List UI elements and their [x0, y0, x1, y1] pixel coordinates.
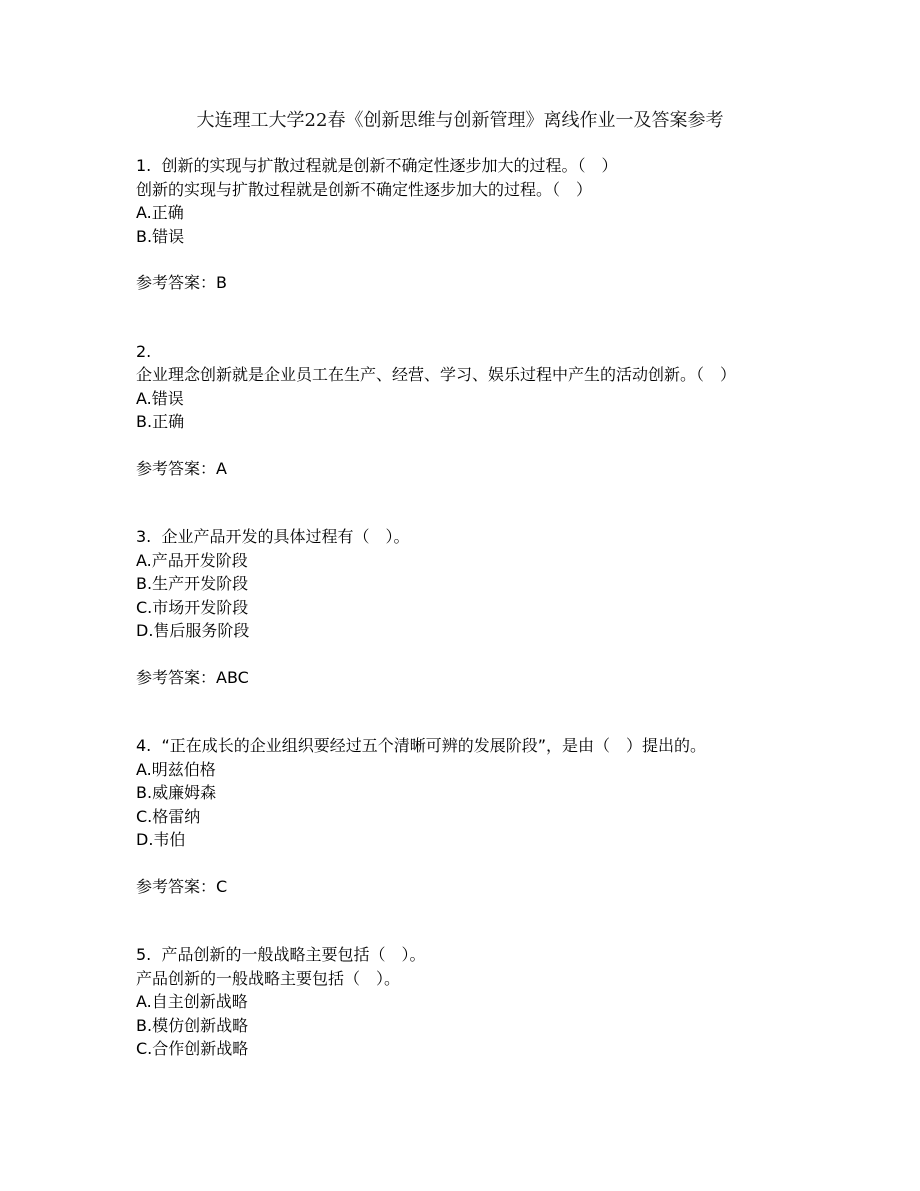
- option-a: A.错误: [136, 388, 184, 408]
- option-b: B.模仿创新战略: [136, 1015, 249, 1035]
- spacer: [136, 434, 796, 457]
- spacer: [136, 898, 796, 943]
- answer-value: B: [216, 273, 227, 292]
- question-4: [136, 734, 796, 898]
- question-text: 企业产品开发的具体过程有（ ）。: [161, 527, 410, 546]
- answer-value: A: [216, 458, 227, 478]
- option-c: C.市场开发阶段: [136, 597, 249, 617]
- question-stem: [136, 340, 796, 364]
- answer-value: ABC: [216, 667, 249, 687]
- option-a: A.正确: [136, 203, 184, 222]
- reference-answer: [136, 666, 796, 690]
- question-2: [136, 340, 796, 481]
- question-stem-repeat: 产品创新的一般战略主要包括（ ）。: [136, 968, 401, 988]
- answer-label: 参考答案：: [136, 876, 217, 896]
- question-text: 创新的实现与扩散过程就是创新不确定性逐步加大的过程。（ ）: [161, 156, 618, 175]
- option-a: A.明兹伯格: [136, 759, 216, 779]
- spacer: [136, 689, 796, 734]
- spacer: [136, 480, 796, 525]
- option-b: B.正确: [136, 412, 185, 431]
- spacer: [136, 852, 796, 875]
- option-b: B.错误: [136, 226, 185, 246]
- reference-answer: [136, 875, 796, 899]
- document-title: 大连理工大学22春《创新思维与创新管理》离线作业一及答案参考: [196, 110, 724, 131]
- spacer: [136, 643, 796, 666]
- question-text: 产品创新的一般战略主要包括（ ）。: [161, 945, 426, 964]
- question-stem: [136, 734, 796, 758]
- option-c: C.合作创新战略: [136, 1039, 249, 1058]
- question-text: “正在成长的企业组织要经过五个清晰可辨的发展阶段”，是由（ ）提出的。: [161, 736, 707, 755]
- question-1: [136, 154, 796, 295]
- reference-answer: [136, 457, 796, 481]
- option-b: B.生产开发阶段: [136, 574, 249, 593]
- answer-label: 参考答案：: [136, 667, 217, 687]
- question-stem: [136, 943, 796, 967]
- question-stem-repeat: 企业理念创新就是企业员工在生产、经营、学习、娱乐过程中产生的活动创新。（ ）: [136, 365, 737, 384]
- document-body: [136, 154, 796, 1061]
- option-b: B.威廉姆森: [136, 783, 217, 802]
- answer-label: 参考答案：: [136, 273, 217, 292]
- option-d: D.韦伯: [136, 830, 186, 849]
- option-c: C.格雷纳: [136, 806, 201, 826]
- answer-label: 参考答案：: [136, 458, 217, 478]
- answer-value: C: [216, 876, 228, 896]
- question-stem: [136, 525, 796, 549]
- question-number: 3.: [136, 527, 152, 546]
- spacer: [136, 295, 796, 340]
- question-number: 2.: [136, 341, 152, 361]
- question-stem: [136, 154, 796, 178]
- option-a: A.自主创新战略: [136, 992, 248, 1011]
- question-3: [136, 525, 796, 689]
- reference-answer: [136, 271, 796, 295]
- option-a: A.产品开发阶段: [136, 550, 248, 570]
- question-number: 5.: [136, 945, 152, 964]
- question-number: 1.: [136, 156, 152, 175]
- question-number: 4.: [136, 736, 152, 755]
- spacer: [136, 248, 796, 271]
- question-5: [136, 943, 796, 1061]
- option-d: D.售后服务阶段: [136, 621, 250, 640]
- question-stem-repeat: 创新的实现与扩散过程就是创新不确定性逐步加大的过程。（ ）: [136, 179, 593, 199]
